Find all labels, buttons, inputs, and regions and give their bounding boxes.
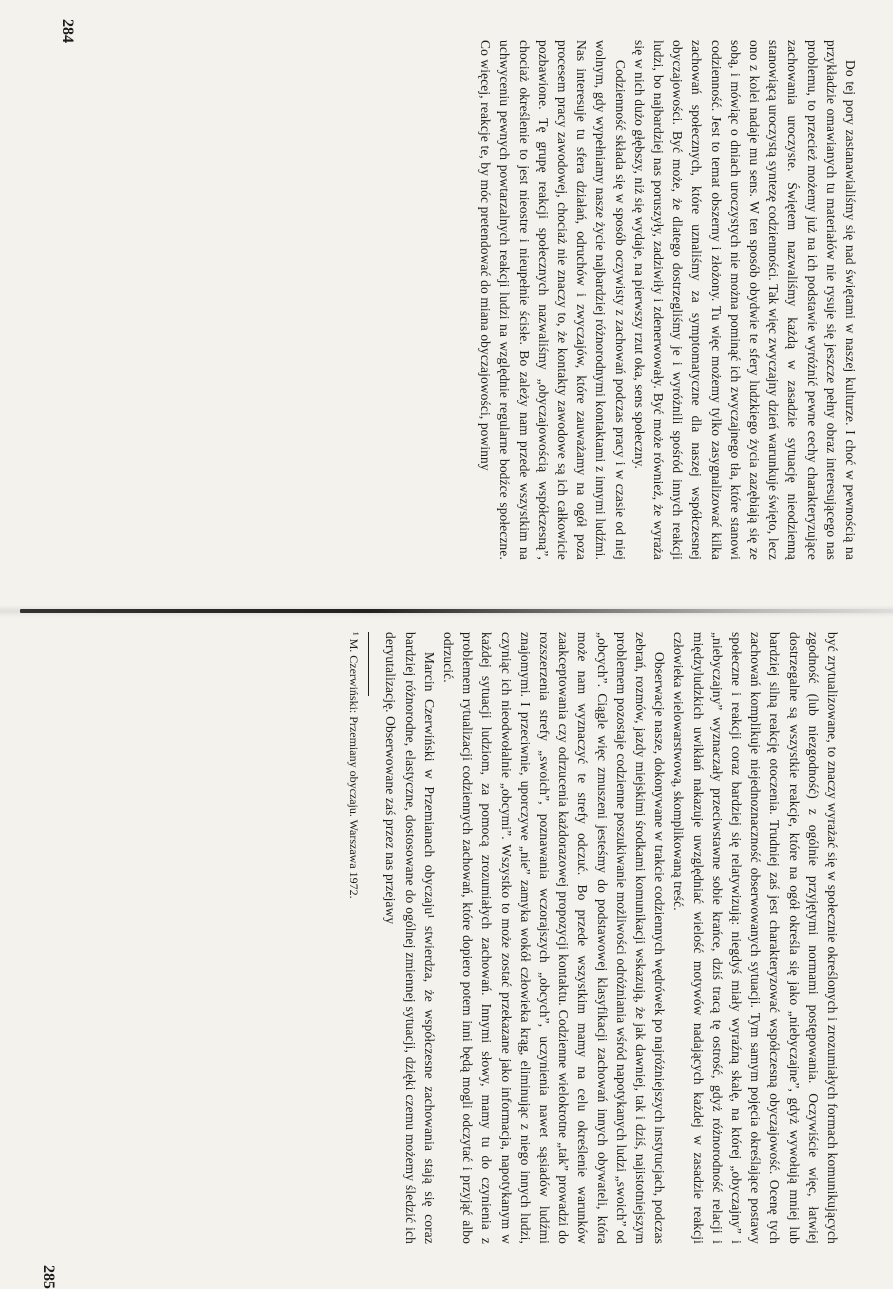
left-page-paragraph-2: Codzienność składa się w sposób oczywisty z zachowań podczas pracy i w czasie od niej wolnym, gdy wypełniamy nasze życie najbardziej różnorodnymi kontaktami z innymi ludźmi. Nas interesuje tu sfera działań, odruchów i zwyczajów, które zauważamy na ogół poza procesem pracy zawodowej, chociaż nie znaczy to, że kontakty zawodowe są ich całkowicie pozbawione. Tę grupę reakcji społecznych nazwaliśmy „obyczajowością współczesną”, chociaż określenie to jest nieostre i nieupełnie ścisłe. Bo zależy nam przede wszystkim na uchwyceniu pewnych powtarzalnych reakcji ludzi na względnie regularne bodźce społeczne. Co więcej, reakcje te, by móc pretendować do miana obyczajowości, powinny <box>478 40 628 560</box>
footnote: ¹ M. Czerwiński: Przemiany obyczaju. Warszawa 1972. <box>347 632 362 899</box>
left-page <box>0 0 893 600</box>
gutter-line <box>20 609 893 613</box>
book-gutter <box>0 605 893 617</box>
right-page-number: 285 <box>40 1265 57 1289</box>
right-page-paragraph-2: Obserwacje nasze, dokonywane w trakcie codziennych wędrówek po najróżniejszych instytucjach, podczas zebrań, rozmów, jazdy miejskimi środkami komunikacji wskazują, że jak dawniej, tak i dziś, najistotniejszym problemem pozostaje codzienne poszukiwanie możliwości odróżniania wśród napotykanych ludzi „swoich” od „obcych”. Ciągle więc zmuszeni jesteśmy do podstawowej klasyfikacji zachowań innych obywateli, która może nam wyznaczyć te strefy odczuć. Bo przede wszystkim mamy na celu określenie warunków zaakceptowania czy odrzucenia każdorazowej propozycji kontaktu. Codzienne wielokrotne „tak” prowadzi do rozszerzenia strefy „swoich”, poznawania wczorajszych „obcych”, uczynienia nawet sąsiadów ludźmi znajomymi. I przeciwnie, uporczywe „nie” zamyka wokół człowieka krąg, eliminując z niego innych ludzi, czyniąc ich nieodwołalnie „obcymi”. Wszystko to może zostać przekazane jako informacja, napotykanym w każdej sytuacji ludziom, za pomocą zrozumiałych zachowań. Innymi słowy, mamy tu do czynienia z problemem rytualizacji codziennych zachowań, które dopiero potem inni będą mogli odczytać i przyjąć albo odrzucić. <box>440 632 668 1244</box>
right-page-text <box>72 632 842 1244</box>
left-page-text <box>90 40 860 560</box>
left-page-paragraph-1: Do tej pory zastanawialiśmy się nad świętami w naszej kulturze. I choć w pewnością na przykładzie omawianych tu materiałów nie rysuje się jeszcze pełny obraz interesującego nas problemu, to przecież możemy już na ich podstawie wyróżnić pewne cechy charakteryzujące zachowania uroczyste. Świętem nazwaliśmy każdą w zasadzie sytuację nieodzienną stanowiącą uroczystą syntezę codzienności. Tak więc zwyczajny dzień warunkuje święto, lecz ono z kolei nadaje mu sens. W ten sposób obydwie te sfery ludzkiego życia zazębiają się ze sobą, i mówiąc o dniach uroczystych nie można pominąć ich zwyczajnego tła, które stanowi codzienność. Jest to temat obszerny i złożony. Tu więc możemy tylko zasygnalizować kilka zachowań społecznych, które uznaliśmy za symptomatyczne dla naszej współczesnej obyczajowości. Być może, że dlatego dostrzegliśmy je i wyróżnili spośród innych reakcji ludzi, bo najbardziej nas poruszyły, zadziwiły i zdenerwowały. Być może również, że wyraża się w nich dużo głębszy, niż się wydaje, na pierwszy rzut oka, sens społeczny. <box>631 40 858 560</box>
right-page-paragraph-3: Marcin Czerwiński w Przemianach obyczaju¹ stwierdza, że współczesne zachowania stają się coraz bardziej różnorodne, elastyczne, dostosowane do ogólnej zmiennej sytuacji, dzięki czemu możemy śledzić ich deryutalizację. Obserwowane zaś przez nas przejawy <box>383 632 437 1244</box>
right-page <box>0 620 893 1289</box>
left-page-number: 284 <box>59 19 76 43</box>
footnote-rule <box>368 632 369 696</box>
right-page-paragraph-1: być zrytualizowane, to znaczy wyrażać się w społecznie określonych i zrozumiałych formach komunikujących zgodność (lub niezgodność) z ogólnie przyjętymi normami postępowania. Oczywiście więc, łatwiej dostrzegalne są wszystkie reakcje, które na ogół określa się jako „niebyczajne”, gdyż wywołują mniej lub bardziej silną reakcję otoczenia. Trudniej zaś jest charakteryzować współczesną obyczajowość. Ocenę tych zachowań komplikuje niejednoznaczność obserwowanych sytuacji. Tym samym pojęcia określające postawy społeczne i reakcji coraz bardziej się relatywizują: niegdyś miały wyraźną skalę, na której „obyczajny” i „niebyczajny” wyznaczały przeciwstawne sobie krańce, dziś tracą tę ostrość, gdyż różnorodność relacji i międzyludzkich uwikłań nakazuje uwzględniać wielość motywów nadających każdej w zasadzie reakcji człowieka wielowarstwową, skomplikowaną treść. <box>671 632 840 1244</box>
